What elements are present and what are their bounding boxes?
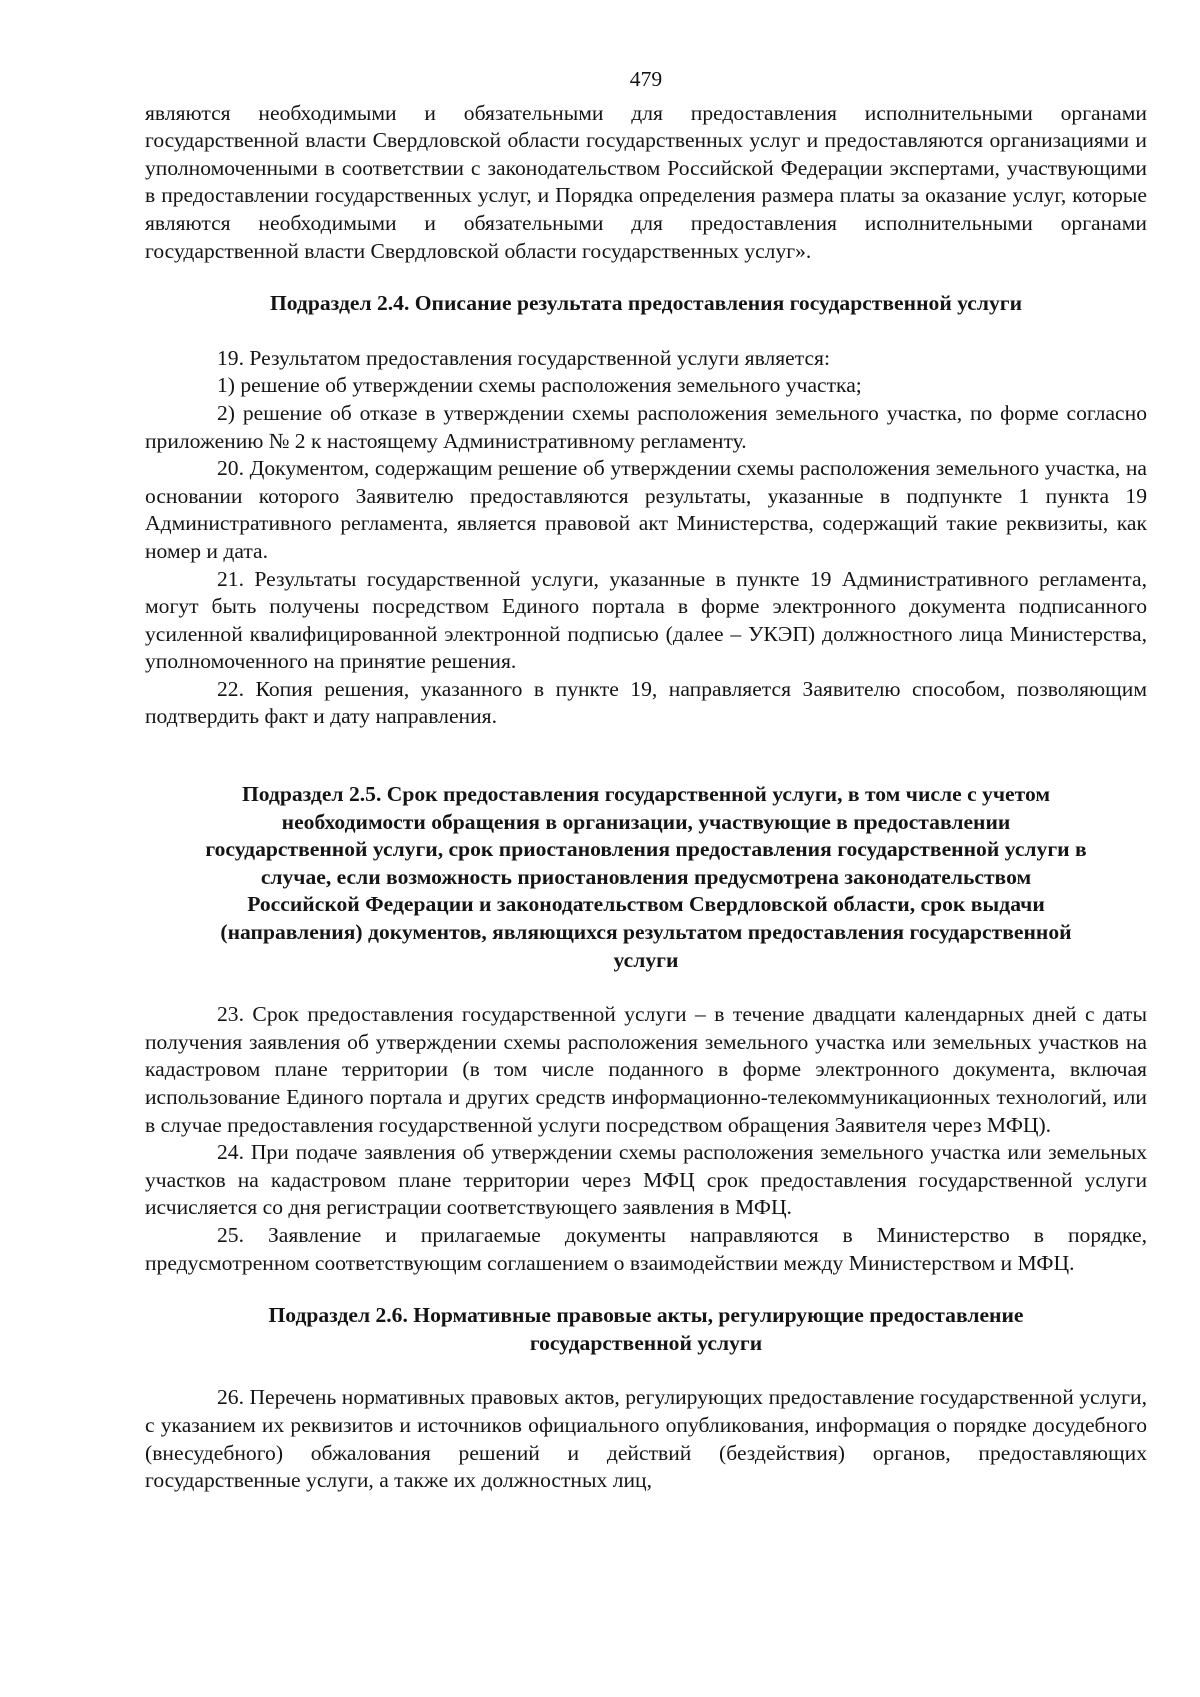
heading-line: (направления) документов, являющихся результатом предоставления государственной bbox=[220, 920, 1072, 945]
spacer bbox=[145, 1357, 1147, 1384]
paragraph-24: 24. При подаче заявления об утверждении схемы расположения земельного участка или земельных участков на кадастровом плане территории через МФЦ срок предоставления государственной услуги исчисляется со дня регистрации соответствующего заявления в МФЦ. bbox=[145, 1140, 1147, 1220]
heading-line: Подраздел 2.6. Нормативные правовые акты, регулирующие предоставление bbox=[268, 1303, 1024, 1328]
heading-line: услуги bbox=[613, 947, 679, 972]
section-2-6-heading bbox=[145, 1302, 1147, 1357]
paragraph-22: 22. Копия решения, указанного в пункте 19, направляется Заявителю способом, позволяющим подтвердить факт и дату направления. bbox=[145, 676, 1147, 729]
section-2-5-heading bbox=[145, 781, 1147, 974]
continuation-paragraph: являются необходимыми и обязательными для предоставления исполнительными органами государственной власти Свердловской области государственных услуг и предоставляются организациями и уполномоченными в соответствии с законодательством Российской Федерации экспертами, участвующими в предоставлении государственных услуг, и Порядка определения размера платы за оказание услуг, которые являются необходимыми и обязательными для предоставления исполнительными органами государственной власти Свердловской области государственных услуг». bbox=[145, 100, 1147, 263]
section-2-4-heading: Подраздел 2.4. Описание результата предоставления государственной услуги bbox=[269, 291, 1023, 316]
paragraph-19-item-2: 2) решение об отказе в утверждении схемы расположения земельного участка, по форме согласно приложению № 2 к настоящему Административному регламенту. bbox=[145, 400, 1147, 453]
heading-line: Российской Федерации и законодательством Свердловской области, срок выдачи bbox=[247, 892, 1045, 917]
spacer bbox=[145, 974, 1147, 1001]
paragraph-21: 21. Результаты государственной услуги, указанные в пункте 19 Административного регламента, могут быть получены посредством Единого портала в форме электронного документа подписанного усиленной квалифицированной электронной подписью (далее – УКЭП) должностного лица Министерства, уполномоченного на принятие решения. bbox=[145, 566, 1147, 674]
heading-line: случае, если возможность приостановления предусмотрена законодательством bbox=[260, 864, 1032, 889]
page-number: 479 bbox=[629, 67, 663, 91]
heading-line: необходимости обращения в организации, участвующие в предоставлении bbox=[281, 809, 1011, 834]
heading-line: государственной услуги, срок приостановления предоставления государственной услуги в bbox=[205, 837, 1087, 862]
paragraph-25: 25. Заявление и прилагаемые документы направляются в Министерство в порядке, предусмотренном соответствующим соглашением о взаимодействии между Министерством и МФЦ. bbox=[145, 1222, 1147, 1275]
paragraph-23: 23. Срок предоставления государственной услуги – в течение двадцати календарных дней с даты получения заявления об утверждении схемы расположения земельного участка или земельных участков на кадастровом плане территории (в том числе поданного в форме электронного документа, включая использование Единого портала и других средств информационно-телекоммуникационных технологий, или в случае предоставления государственной услуги посредством обращения Заявителя через МФЦ). bbox=[145, 1002, 1147, 1137]
spacer bbox=[145, 731, 1147, 781]
paragraph-19-item-1: 1) решение об утверждении схемы расположения земельного участка; bbox=[217, 373, 862, 398]
heading-line: Подраздел 2.5. Срок предоставления государственной услуги, в том числе с учетом bbox=[241, 782, 1051, 807]
paragraph-26: 26. Перечень нормативных правовых актов, регулирующих предоставление государственной услуги, с указанием их реквизитов и источников официального опубликования, информация о порядке досудебного (внесудебного) обжалования решений и действий (бездействия) органов, предоставляющих государственные услуги, а также их должностных лиц, bbox=[145, 1385, 1147, 1493]
heading-line: государственной услуги bbox=[529, 1330, 763, 1355]
spacer bbox=[145, 1277, 1147, 1302]
spacer bbox=[145, 318, 1147, 345]
paragraph-20: 20. Документом, содержащим решение об утверждении схемы расположения земельного участка, на основании которого Заявителю предоставляются результаты, указанные в подпункте 1 пункта 19 Административного регламента, является правовой акт Министерства, содержащий такие реквизиты, как номер и дата. bbox=[145, 456, 1147, 563]
spacer bbox=[145, 265, 1147, 290]
paragraph-19: 19. Результатом предоставления государственной услуги является: bbox=[217, 345, 830, 370]
